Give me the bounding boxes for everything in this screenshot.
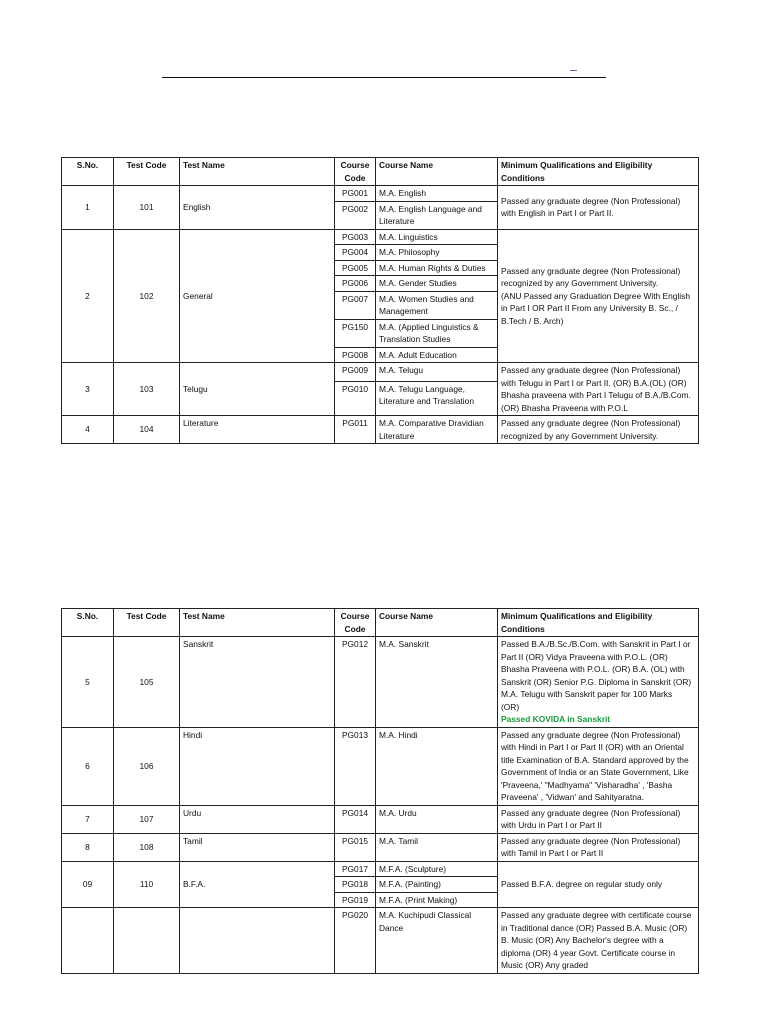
- table-row: [62, 229, 699, 245]
- eligibility-text: Passed B.A./B.Sc./B.Com. with Sanskrit in Part I or Part II (OR) Vidya Praveena with P.O.L. (OR) Bhasha Praveena with P.O.L. (OR) B.A. (OL) with Sanskrit (OR) Senior P.G. Diploma in Sanskrit (OR) M.A. Telugu with Sanskrit paper for 100 Marks (OR): [501, 639, 692, 712]
- cell-course-name: M.A. Kuchipudi Classical Dance: [376, 908, 498, 974]
- cell-course-name: M.A. Philosophy: [376, 245, 498, 261]
- eligibility-text: Passed any graduate degree (Non Professional) recognized by any Government University.: [501, 418, 681, 441]
- cell-test-code: 104: [114, 416, 180, 444]
- cell-test-code: 105: [114, 637, 180, 728]
- cell-course-name: M.A. Comparative Dravidian Literature: [376, 416, 498, 444]
- header-test-name: Test Name: [180, 609, 335, 637]
- eligibility-text: Passed any graduate degree (Non Professional) recognized by any Government University. (ANU Passed any Graduation Degree With English in Part I OR Part II From any University B. Sc., / B.Tech / B. Arch): [501, 265, 690, 326]
- cell-course-name: M.A. Women Studies and Management: [376, 291, 498, 319]
- eligibility-text: Passed any graduate degree with certificate course in Traditional dance (OR) Passed B.A. Music (OR) B. Music (OR) Any Bachelor's degree with a diploma (OR) 4 year Govt. Certificate course in Music (OR) Any graded: [501, 910, 692, 970]
- cell-test-name: [180, 908, 335, 974]
- cell-course-code: PG015: [335, 833, 376, 861]
- cell-course-code: PG001: [335, 186, 376, 202]
- cell-course-code: PG005: [335, 260, 376, 276]
- cell-test-name: Literature: [180, 416, 335, 444]
- header-sno: S.No.: [62, 158, 114, 186]
- cell-sno: 2: [62, 229, 114, 363]
- cell-course-name: M.F.A. (Sculpture): [376, 861, 498, 877]
- cell-test-name: Tamil: [180, 833, 335, 861]
- cell-test-name: English: [180, 186, 335, 230]
- cell-course-code: PG003: [335, 229, 376, 245]
- eligibility-text: Passed B.F.A. degree on regular study only: [501, 879, 663, 889]
- cell-course-code: PG007: [335, 291, 376, 319]
- cell-test-code: 103: [114, 363, 180, 416]
- cell-eligibility: [498, 186, 699, 230]
- cell-course-name: M.A. English: [376, 186, 498, 202]
- cell-test-code: 110: [114, 861, 180, 908]
- cell-course-name: M.A. Gender Studies: [376, 276, 498, 292]
- cell-test-code: 102: [114, 229, 180, 363]
- eligibility-text: Passed any graduate degree (Non Professional) with Urdu in Part I or Part II: [501, 807, 681, 830]
- cell-course-name: M.A. English Language and Literature: [376, 201, 498, 229]
- cell-course-code: PG012: [335, 637, 376, 728]
- cell-test-name: Hindi: [180, 727, 335, 805]
- cell-sno: 3: [62, 363, 114, 416]
- cell-test-code: [114, 908, 180, 974]
- table-row: [62, 363, 699, 382]
- cell-test-code: 108: [114, 833, 180, 861]
- header-eligibility: Minimum Qualifications and Eligibility Conditions: [498, 158, 699, 186]
- cell-course-name: M.F.A. (Painting): [376, 877, 498, 893]
- cell-course-name: M.A. (Applied Linguistics & Translation Studies: [376, 319, 498, 347]
- header-sno: S.No.: [62, 609, 114, 637]
- header-link-mark: [570, 70, 577, 71]
- cell-course-code: PG004: [335, 245, 376, 261]
- table-header-row: [62, 158, 699, 186]
- cell-course-code: PG013: [335, 727, 376, 805]
- eligibility-highlight: Passed KOVIDA in Sanskrit: [501, 714, 611, 724]
- cell-sno: 09: [62, 861, 114, 908]
- cell-course-code: PG006: [335, 276, 376, 292]
- cell-test-name: Urdu: [180, 805, 335, 833]
- cell-sno: 5: [62, 637, 114, 728]
- cell-eligibility: [498, 805, 699, 833]
- cell-sno: 1: [62, 186, 114, 230]
- header-eligibility: Minimum Qualifications and Eligibility Conditions: [498, 609, 699, 637]
- cell-sno: 6: [62, 727, 114, 805]
- cell-eligibility: [498, 908, 699, 974]
- header-course-code: Course Code: [335, 158, 376, 186]
- cell-eligibility: [498, 416, 699, 444]
- cell-course-name: M.A. Telugu: [376, 363, 498, 382]
- cell-course-name: M.A. Tamil: [376, 833, 498, 861]
- cell-course-code: PG018: [335, 877, 376, 893]
- cell-test-code: 101: [114, 186, 180, 230]
- cell-sno: 4: [62, 416, 114, 444]
- cell-eligibility: [498, 861, 699, 908]
- table-row: [62, 908, 699, 974]
- cell-sno: 8: [62, 833, 114, 861]
- table-row: [62, 416, 699, 444]
- cell-course-code: PG019: [335, 892, 376, 908]
- cell-course-name: M.F.A. (Print Making): [376, 892, 498, 908]
- cell-course-name: M.A. Urdu: [376, 805, 498, 833]
- header-test-code: Test Code: [114, 158, 180, 186]
- cell-test-name: Telugu: [180, 363, 335, 416]
- table-row: [62, 833, 699, 861]
- table-row: [62, 861, 699, 877]
- table-row: [62, 805, 699, 833]
- header-course-name: Course Name: [376, 158, 498, 186]
- cell-eligibility: [498, 833, 699, 861]
- cell-course-name: M.A. Hindi: [376, 727, 498, 805]
- header-rule: [162, 77, 606, 78]
- cell-course-code: PG002: [335, 201, 376, 229]
- cell-course-name: M.A. Sanskrit: [376, 637, 498, 728]
- cell-course-name: M.A. Linguistics: [376, 229, 498, 245]
- cell-sno: 7: [62, 805, 114, 833]
- cell-course-code: PG009: [335, 363, 376, 382]
- cell-course-name: M.A. Adult Education: [376, 347, 498, 363]
- cell-test-name: Sanskrit: [180, 637, 335, 728]
- cell-eligibility: [498, 727, 699, 805]
- table-header-row: [62, 609, 699, 637]
- cell-course-code: PG010: [335, 381, 376, 415]
- header-course-name: Course Name: [376, 609, 498, 637]
- header-test-code: Test Code: [114, 609, 180, 637]
- cell-test-name: B.F.A.: [180, 861, 335, 908]
- cell-course-code: PG011: [335, 416, 376, 444]
- cell-test-code: 107: [114, 805, 180, 833]
- header-test-name: Test Name: [180, 158, 335, 186]
- header-course-code: Course Code: [335, 609, 376, 637]
- cell-course-code: PG014: [335, 805, 376, 833]
- table-row: [62, 637, 699, 728]
- cell-course-name: M.A. Telugu Language, Literature and Translation: [376, 381, 498, 415]
- cell-course-code: PG150: [335, 319, 376, 347]
- cell-eligibility: [498, 229, 699, 363]
- eligibility-text: Passed any graduate degree (Non Professional) with Telugu in Part I or Part II. (OR) B.A.(OL) (OR) Bhasha praveena with Part I Telugu of B.A./B.Com. (OR) Bhasha Praveena with P.O.L: [501, 365, 691, 413]
- cell-test-name: General: [180, 229, 335, 363]
- cell-course-code: PG020: [335, 908, 376, 974]
- cell-sno: [62, 908, 114, 974]
- cell-eligibility: [498, 363, 699, 416]
- eligibility-table-2: [61, 608, 699, 974]
- cell-test-code: 106: [114, 727, 180, 805]
- cell-course-code: PG017: [335, 861, 376, 877]
- eligibility-text: Passed any graduate degree (Non Professional) with Hindi in Part I or Part II (OR) with an Oriental title Examination of B.A. Standard approved by the Government of India or an State Government, Like 'Praveena,' "Madhyama" 'Visharadha' , 'Basha Praveena' , 'Vidwan' and Sahityaratna.: [501, 729, 689, 802]
- eligibility-table-1: [61, 157, 699, 444]
- eligibility-text: Passed any graduate degree (Non Professional) with Tamil in Part I or Part II: [501, 835, 681, 858]
- eligibility-text: Passed any graduate degree (Non Professional) with English in Part I or Part II.: [501, 195, 681, 219]
- table-row: [62, 727, 699, 805]
- table-row: [62, 186, 699, 202]
- cell-course-name: M.A. Human Rights & Duties: [376, 260, 498, 276]
- cell-course-code: PG008: [335, 347, 376, 363]
- cell-eligibility: [498, 637, 699, 728]
